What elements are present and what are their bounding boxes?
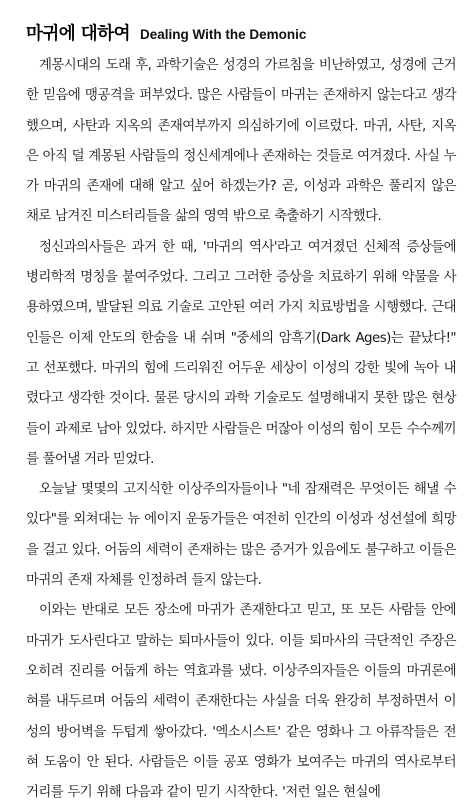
paragraph: 정신과의사들은 과거 한 때, '마귀의 역사'라고 여겨졌던 신체적 증상들에 병리학적 명칭을 붙여주었다. 그리고 그러한 증상을 치료하기 위해 약물을 사용하였으며, 발달된 의료 기술로 고안된 여러 가지 치료방법을 시행했다. 근대인들은 이제 안도의 한숨을 내 쉬며 "중세의 암흑기(Dark Ages)는 끝났다!" 고 선포했다. 마귀의 힘에 드리워진 어두운 세상이 이성의 강한 빛에 녹아 내렸다고 생각한 것이다. 물론 당시의 과학 기술로도 설명해내지 못한 많은 현상들이 과제로 남아 있었다. 하지만 사람들은 머잖아 이성의 힘이 모든 수수께끼를 풀어낼 거라 믿었다. [26, 239, 456, 467]
heading-korean-title: 마귀에 대하여 [26, 24, 131, 44]
paragraph: 오늘날 몇몇의 고지식한 이상주의자들이나 "네 잠재력은 무엇이든 해낼 수 있다"를 외쳐대는 뉴 에이지 운동가들은 여전히 인간의 이성과 성선설에 희망을 걸고 있다. 어둠의 세력이 존재하는 많은 증거가 있음에도 불구하고 이들은 마귀의 존재 자체를 인정하려 들지 않는다. [26, 482, 456, 589]
heading-english-title: Dealing With the Demonic [140, 27, 307, 42]
paragraph: 계몽시대의 도래 후, 과학기술은 성경의 가르침을 비난하였고, 성경에 근거한 믿음에 맹공격을 퍼부었다. 많은 사람들이 마귀는 존재하지 않는다고 생각했으며, 사탄과 지옥의 존재여부까지 의심하기에 이르렀다. 마귀, 사탄, 지옥은 아직 덜 계몽된 사람들의 정신세계에나 존재하는 것들로 여겨졌다. 사실 누가 마귀의 존재에 대해 알고 싶어 하겠는가? 곧, 이성과 과학은 풀리지 않은 채로 남겨진 미스터리들을 삶의 영역 밖으로 축출하기 시작했다. [26, 58, 456, 225]
paragraph: 이와는 반대로 모든 장소에 마귀가 존재한다고 믿고, 또 모든 사람들 안에 마귀가 도사린다고 말하는 퇴마사들이 있다. 이들 퇴마사의 극단적인 주장은 오히려 진리를 어둡게 하는 역효과를 냈다. 이상주의자들은 이들의 마귀론에 혀를 내두르며 어둠의 세력이 존재한다는 사실을 더욱 완강히 부정하면서 이성의 방어벽을 두텁게 쌓아갔다. '엑소시스트' 같은 영화나 그 아류작들은 전혀 도움이 안 된다. 사람들은 이들 공포 영화가 보여주는 마귀의 역사로부터 거리를 두기 위해 다음과 같이 믿기 시작한다. '저런 일은 현실에 [26, 603, 456, 801]
section-heading [26, 20, 456, 45]
